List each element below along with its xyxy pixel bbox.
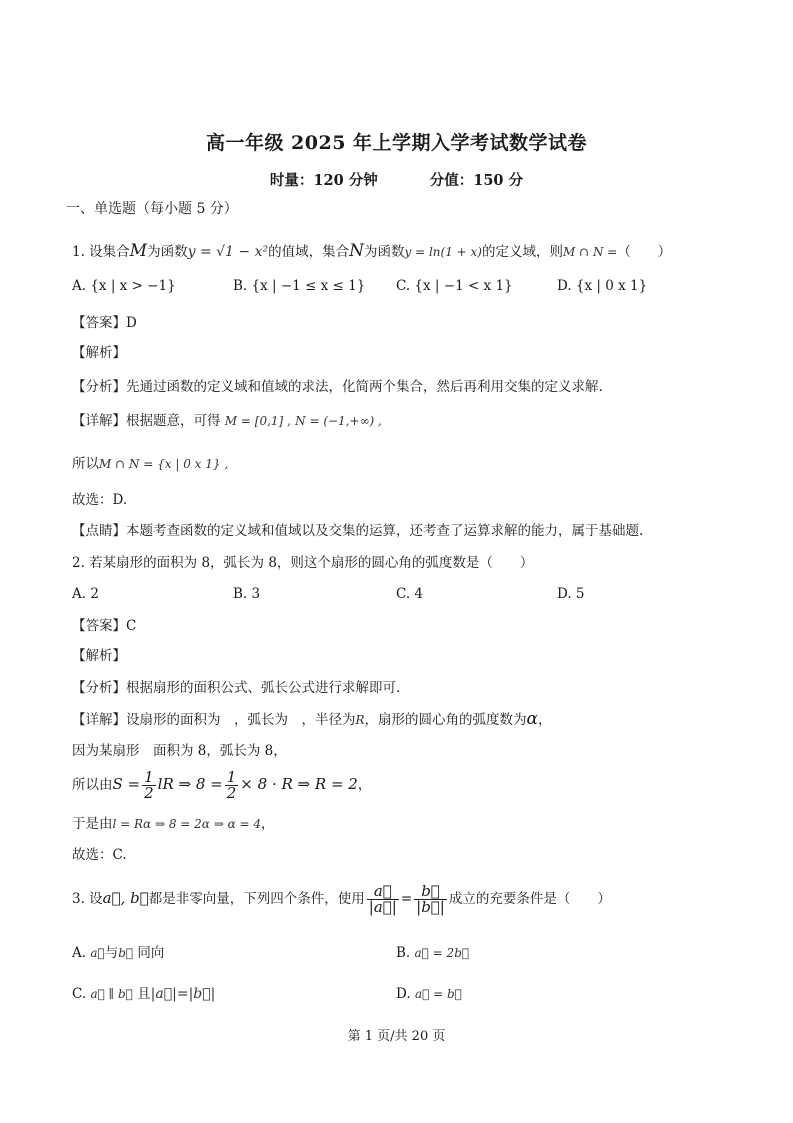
fraction: $\frac{a⃗}{|a⃗|}$ <box>368 882 397 916</box>
q1-guxuan: 故选：D. <box>72 492 128 508</box>
q3-vectors: a⃗, b⃗ <box>102 889 149 907</box>
score-label: 分值：150 分 <box>429 172 524 189</box>
q1-result-m: M = [0,1] , <box>224 414 291 428</box>
q3-option-c: C. a⃗ ∥ b⃗ 且|a⃗|=|b⃗| <box>72 986 216 1002</box>
q1-set-n: N <box>349 241 364 261</box>
q2-line2: 因为某扇形 面积为 8，弧长为 8， <box>72 743 287 759</box>
q1-answer: 【答案】D <box>72 315 137 331</box>
q3-option-d: D. a⃗ = b⃗ <box>396 986 462 1002</box>
q1-suoyi: 所以M ∩ N = {x | 0 x 1} , <box>72 456 229 472</box>
fraction: $\frac{b⃗}{|b⃗|}$ <box>416 882 445 916</box>
q1-jiexi: 【解析】 <box>72 345 126 361</box>
q1-func2: y = ln(1 + x) <box>404 245 482 259</box>
q1-stem: 1. 设集合M为函数y = √1 − x²的值域，集合N为函数y = ln(1 + x)的定义域，则M ∩ N =（ ） <box>72 241 672 261</box>
section-heading: 一、单选题（每小题 5 分） <box>66 201 238 217</box>
q2-option-b: B. 3 <box>233 586 261 602</box>
time-label: 时量：120 分钟 <box>269 172 378 189</box>
q2-guxuan: 故选：C. <box>72 847 127 863</box>
q1-intersection-result: M ∩ N = {x | 0 x 1} , <box>99 457 229 471</box>
q2-xiangjie: 【详解】设扇形的面积为 ，弧长为 ，半径为R，扇形的圆心角的弧度数为α， <box>72 709 552 729</box>
q3-stem: 3. 设a⃗, b⃗都是非零向量，下列四个条件，使用 $\frac{a⃗}{|a⃗|}$ = $\frac{b⃗}{|b⃗|}$ 成立的充要条件是（ ） <box>72 882 611 916</box>
exam-title: 高一年级 2025 年上学期入学考试数学试卷 <box>205 132 588 154</box>
fraction: $\frac{1}{2}$ <box>226 768 237 802</box>
q1-option-b: B. {x | −1 ≤ x ≤ 1} <box>233 278 366 294</box>
q1-option-c: C. {x | −1 < x 1} <box>396 278 513 294</box>
q1-fenxi: 【分析】先通过函数的定义域和值域的求法，化简两个集合，然后再利用交集的定义求解. <box>72 379 603 395</box>
q1-option-a: A. {x | x > −1} <box>72 278 176 294</box>
q1-intersection: M ∩ N = <box>562 245 618 259</box>
exam-subtitle <box>0 169 793 190</box>
q2-yushi: 于是由l = Rα ⇒ 8 = 2α ⇒ α = 4， <box>72 816 275 832</box>
q1-option-d: D. {x | 0 x 1} <box>557 278 648 294</box>
q2-answer: 【答案】C <box>72 618 137 634</box>
q2-equation: 所以由S = $\frac{1}{2}$ lR ⇒ 8 = $\frac{1}{2}$ × 8 · R ⇒ R = 2， <box>72 768 372 802</box>
q1-xiangjie: 【详解】根据题意，可得 M = [0,1] , N = (−1,+∞) , <box>72 413 382 429</box>
q2-option-a: A. 2 <box>72 586 99 602</box>
page-footer: 第 1 页/共 20 页 <box>347 1029 446 1044</box>
q1-result-n: N = (−1,+∞) , <box>295 414 382 428</box>
q2-option-c: C. 4 <box>396 586 424 602</box>
q1-func1: y = √1 − x² <box>187 244 269 260</box>
q2-option-d: D. 5 <box>557 586 585 602</box>
q2-fenxi: 【分析】根据扇形的面积公式、弧长公式进行求解即可. <box>72 680 401 696</box>
fraction: $\frac{1}{2}$ <box>144 768 154 802</box>
q2-stem: 2. 若某扇形的面积为 8，弧长为 8，则这个扇形的圆心角的弧度数是（ ） <box>72 555 534 571</box>
q3-option-b: B. a⃗ = 2b⃗ <box>396 945 470 961</box>
q3-option-a: A. a⃗与b⃗ 同向 <box>72 945 165 961</box>
q1-dianjing: 【点睛】本题考查函数的定义域和值域以及交集的运算，还考查了运算求解的能力，属于基础题. <box>72 523 644 539</box>
q2-jiexi: 【解析】 <box>72 648 126 664</box>
q1-set-m: M <box>129 241 148 261</box>
